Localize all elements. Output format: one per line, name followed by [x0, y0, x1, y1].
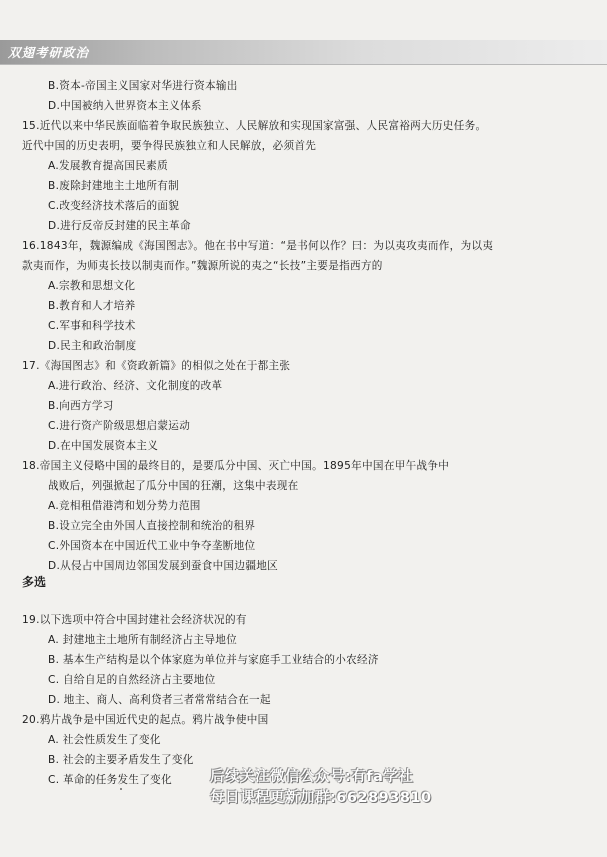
text-line: C.外国资本在中国近代工业中争夺垄断地位	[48, 540, 256, 552]
text-line: 近代中国的历史表明，要争得民族独立和人民解放，必须首先	[22, 140, 317, 152]
text-line: 15.近代以来中华民族面临着争取民族独立、人民解放和实现国家富强、人民富裕两大历史任务。	[22, 120, 487, 132]
section-title-multi-choice: 多选	[22, 575, 47, 589]
text-line: C. 革命的任务发生了变化	[48, 774, 172, 786]
text-line: A.竞相租借港湾和划分势力范围	[48, 500, 201, 512]
watermark-line-2: 每日课程更新加群:662893810	[210, 790, 432, 806]
text-line: A.发展教育提高国民素质	[48, 160, 168, 172]
text-line: 款夷而作，为师夷长技以制夷而作。”魏源所说的夷之“长技”主要是指西方的	[22, 260, 383, 272]
text-line: B.废除封建地主土地所有制	[48, 180, 180, 192]
text-line: 16.1843年，魏源编成《海国图志》。他在书中写道：“是书何以作？曰：为以夷攻夷而作，为以夷	[22, 240, 494, 252]
text-line: 19.以下选项中符合中国封建社会经济状况的有	[22, 614, 247, 626]
text-line: 20.鸦片战争是中国近代史的起点。鸦片战争使中国	[22, 714, 269, 726]
text-line: B.向西方学习	[48, 400, 114, 412]
text-line: 17.《海国图志》和《资政新篇》的相似之处在于都主张	[22, 360, 291, 372]
text-line: B.资本-帝国主义国家对华进行资本输出	[48, 80, 238, 92]
text-line: D.中国被纳入世界资本主义体系	[48, 100, 202, 112]
text-line: 18.帝国主义侵略中国的最终目的，是要瓜分中国、灭亡中国。1895年中国在甲午战争中	[22, 460, 450, 472]
text-line: D.从侵占中国周边邻国发展到蚕食中国边疆地区	[48, 560, 278, 572]
header-band	[0, 40, 607, 64]
text-line: C. 自给自足的自然经济占主要地位	[48, 674, 216, 686]
text-line: D. 地主、商人、高利贷者三者常常结合在一起	[48, 694, 271, 706]
text-line: C.进行资产阶级思想启蒙运动	[48, 420, 191, 432]
header-title: 双翅考研政治	[8, 45, 90, 60]
text-line: B. 基本生产结构是以个体家庭为单位并与家庭手工业结合的小农经济	[48, 654, 379, 666]
text-line: C.军事和科学技术	[48, 320, 136, 332]
watermark-line-1: 后续关注微信公众号:有fa学社	[210, 769, 414, 785]
text-line: D.民主和政治制度	[48, 340, 137, 352]
ink-dot	[120, 788, 122, 790]
text-line: A. 封建地主土地所有制经济占主导地位	[48, 634, 237, 646]
text-line: 战败后，列强掀起了瓜分中国的狂潮，这集中表现在	[48, 480, 299, 492]
text-line: A. 社会性质发生了变化	[48, 734, 161, 746]
text-line: B.设立完全由外国人直接控制和统治的租界	[48, 520, 256, 532]
text-line: B. 社会的主要矛盾发生了变化	[48, 754, 194, 766]
text-line: D.进行反帝反封建的民主革命	[48, 220, 191, 232]
text-line: C.改变经济技术落后的面貌	[48, 200, 180, 212]
text-line: A.进行政治、经济、文化制度的改革	[48, 380, 223, 392]
text-line: A.宗教和思想文化	[48, 280, 136, 292]
text-line: D.在中国发展资本主义	[48, 440, 159, 452]
text-line: B.教育和人才培养	[48, 300, 136, 312]
